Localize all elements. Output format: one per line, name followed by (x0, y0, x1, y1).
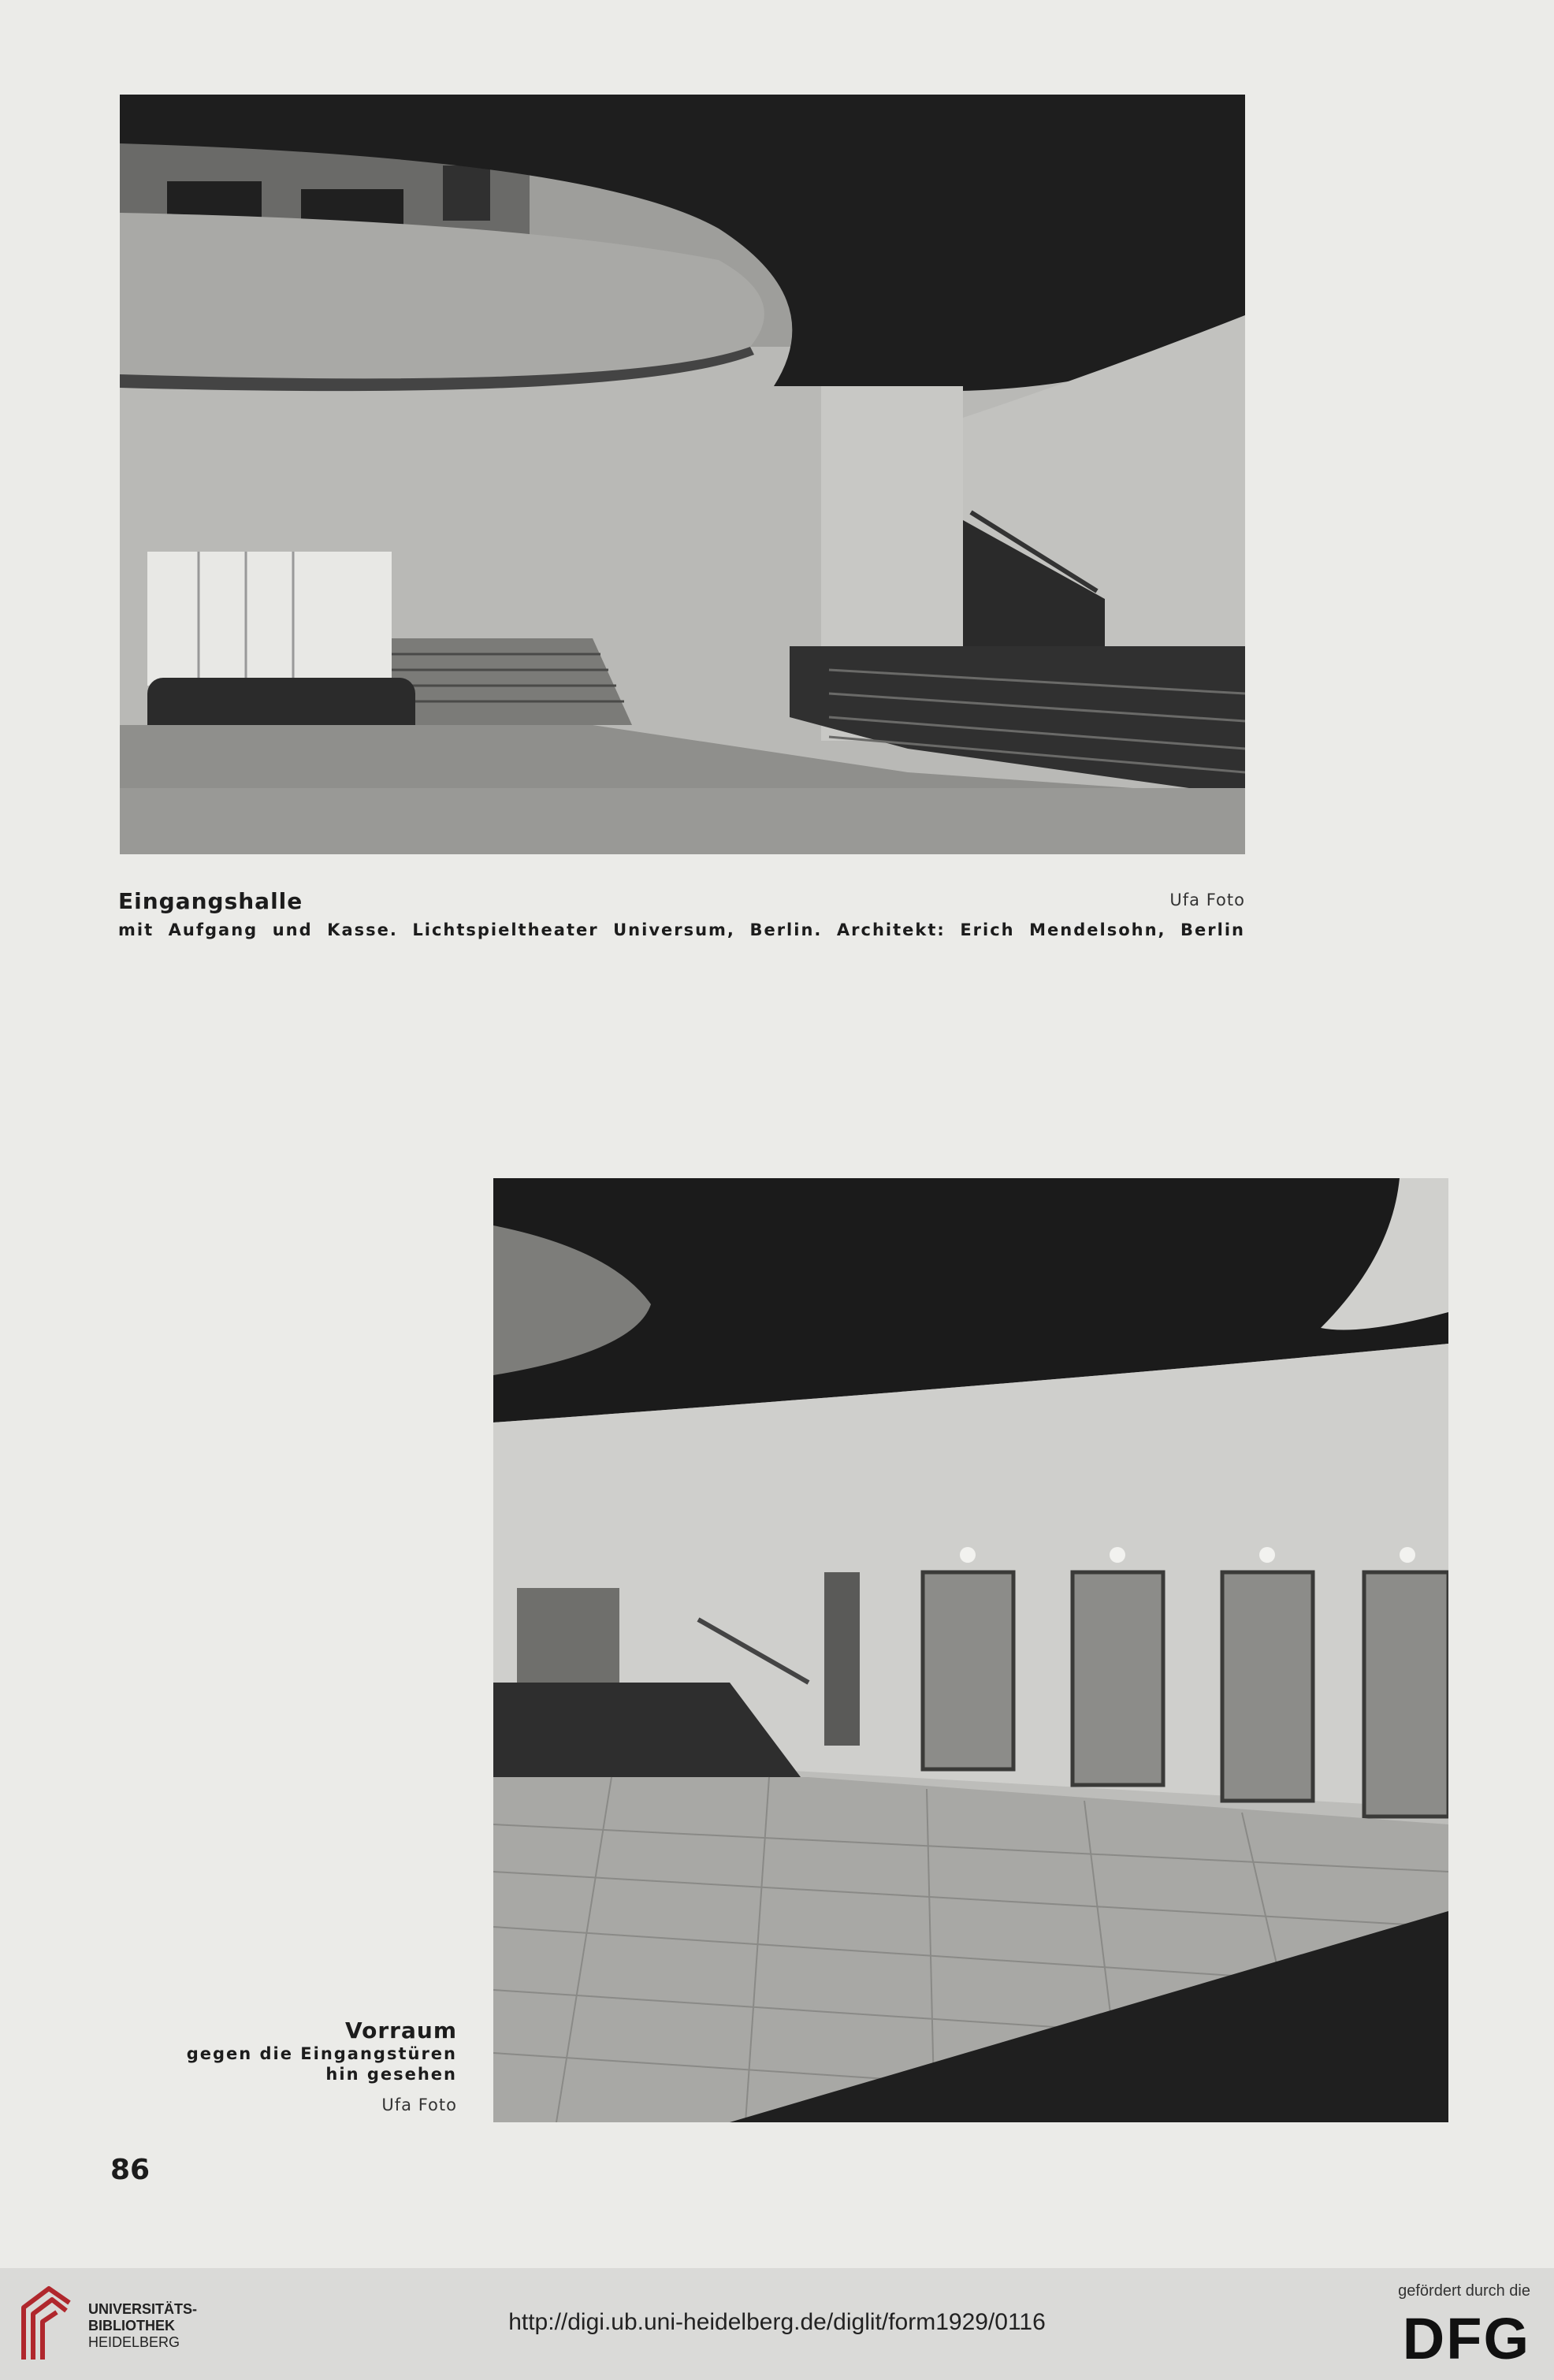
photo2-caption (118, 2017, 457, 2114)
photo1-caption-credit: Ufa Foto (1169, 891, 1245, 909)
photo1-caption-subtitle: mit Aufgang und Kasse. Lichtspieltheater Universum, Berlin. Architekt: Erich Mendelsohn, Berlin (118, 920, 1245, 939)
photo2-caption-line2: hin gesehen (325, 2065, 457, 2084)
photo2-caption-credit: Ufa Foto (381, 2096, 457, 2114)
dfg-logo[interactable]: DFG (1402, 2306, 1530, 2371)
vestibule-image (493, 1178, 1448, 2122)
page-number: 86 (110, 2154, 151, 2186)
document-url-link[interactable]: http://digi.ub.uni-heidelberg.de/diglit/form1929/0116 (508, 2309, 1046, 2335)
photo-entrance-hall (120, 95, 1245, 854)
library-name-line1: UNIVERSITÄTS- (88, 2301, 198, 2317)
photo2-caption-line1: gegen die Eingangstüren (186, 2044, 457, 2063)
photo-vestibule (493, 1178, 1448, 2122)
funded-by-label: gefördert durch die (1398, 2282, 1530, 2300)
library-name-line2: BIBLIOTHEK (88, 2318, 175, 2334)
photo2-caption-title: Vorraum (345, 2017, 457, 2043)
entrance-hall-image (120, 95, 1245, 854)
footer-bar (0, 2268, 1554, 2380)
library-name-line3: HEIDELBERG (88, 2334, 180, 2350)
photo1-caption-title: Eingangshalle (118, 888, 303, 914)
